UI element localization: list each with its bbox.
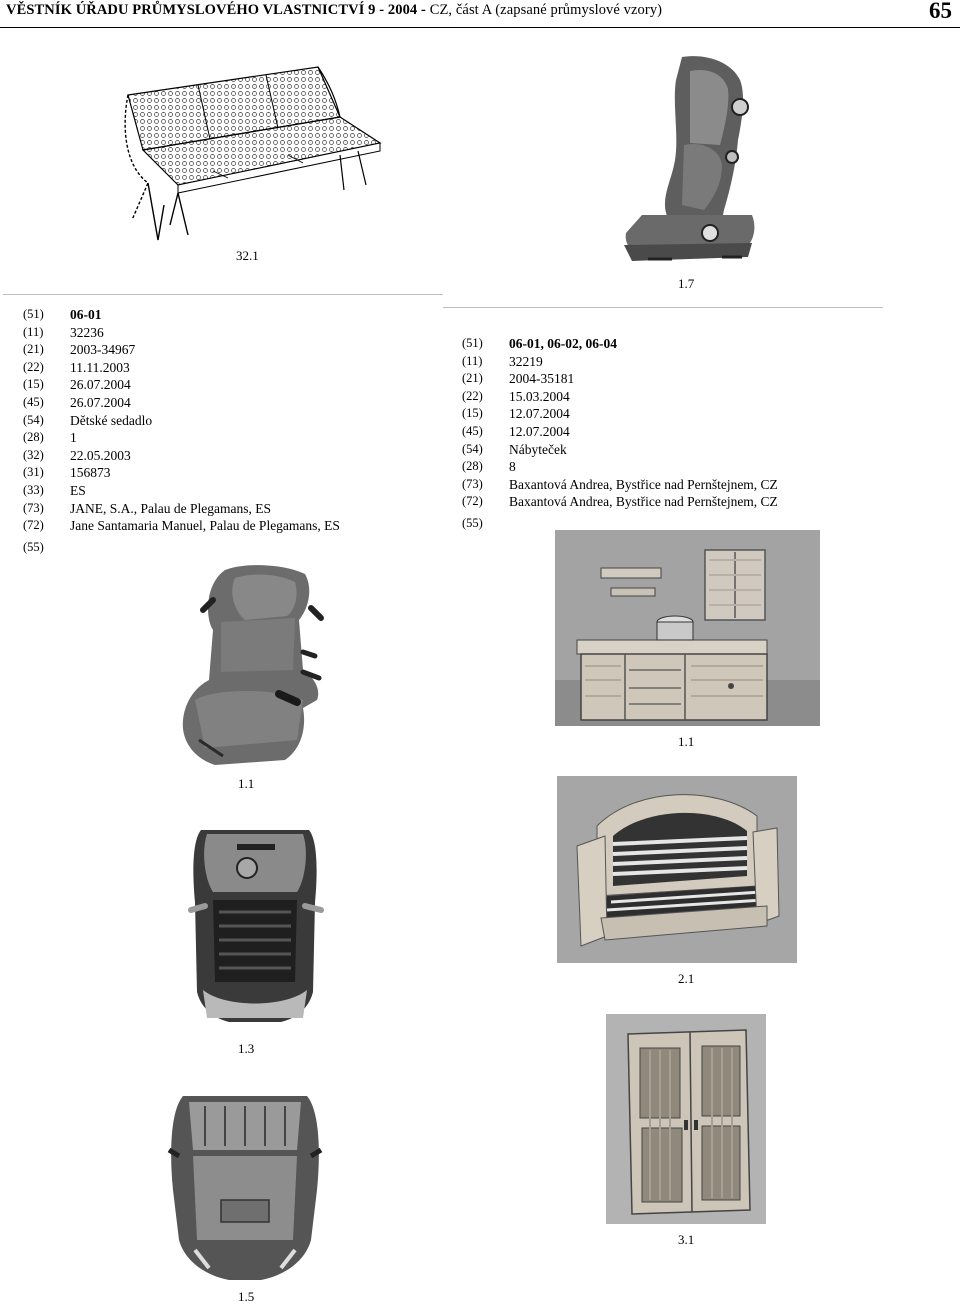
design-record-left: [23, 306, 423, 556]
registration-date: 12.07.2004: [509, 406, 570, 422]
application-number: 2003-34967: [70, 342, 136, 358]
record-row: [23, 341, 423, 359]
figure-label-1-1-left: 1.1: [238, 776, 255, 791]
car-seat-bottom-photo: [165, 1090, 325, 1285]
record-row: [23, 500, 423, 518]
figure-label-2-1: 2.1: [678, 971, 695, 986]
figure-label-1-7: 1.7: [678, 276, 695, 291]
design-title: Nábyteček: [509, 441, 567, 457]
record-row: [462, 388, 892, 406]
filing-date: 15.03.2004: [509, 388, 570, 404]
figure-label-32-1: 32.1: [236, 248, 259, 263]
record-row: [23, 464, 423, 482]
inid-code: (21): [23, 342, 44, 357]
inid-code: (22): [23, 359, 44, 374]
record-row: [23, 539, 423, 557]
record-row: [462, 405, 892, 423]
record-row: [462, 353, 892, 371]
record-row: [462, 335, 892, 353]
journal-title: VĚSTNÍK ÚŘADU PRŮMYSLOVÉHO VLASTNICTVÍ 9 - 2004 -: [6, 2, 426, 18]
inid-code: (15): [462, 406, 483, 421]
record-row: [23, 517, 423, 535]
record-row: [23, 412, 423, 430]
inid-code: (55): [23, 539, 44, 554]
record-row: [23, 429, 423, 447]
inid-code: (11): [23, 324, 44, 339]
inid-code: (51): [462, 336, 483, 350]
inid-code: (54): [462, 441, 483, 456]
record-row: [23, 482, 423, 500]
designer: Jane Santamaria Manuel, Palau de Plegamans, ES: [70, 518, 340, 534]
figure-label-1-1-right: 1.1: [678, 734, 695, 749]
journal-header: [6, 2, 662, 19]
classification-value: 06-01, 06-02, 06-04: [509, 336, 617, 351]
publication-date: 26.07.2004: [70, 394, 131, 410]
designer: Baxantová Andrea, Bystřice nad Pernštejnem, CZ: [509, 494, 778, 510]
car-seat-front-photo: [175, 560, 330, 770]
toy-kitchen-photo: [555, 530, 820, 726]
inid-code: (73): [462, 476, 483, 491]
figure-label-3-1: 3.1: [678, 1232, 695, 1247]
car-seat-side-photo: [612, 45, 760, 275]
priority-country: ES: [70, 482, 86, 498]
inid-code: (31): [23, 465, 44, 480]
inid-code: (55): [462, 515, 483, 530]
record-row: [23, 394, 423, 412]
inid-code: (72): [462, 494, 483, 509]
registration-number: 32236: [70, 324, 104, 340]
record-row: [462, 441, 892, 459]
record-row: [462, 370, 892, 388]
inid-code: (28): [23, 430, 44, 445]
record-row: [23, 324, 423, 342]
record-row: [23, 447, 423, 465]
record-row: [23, 306, 423, 324]
inid-code: (15): [23, 377, 44, 392]
design-title: Dětské sedadlo: [70, 412, 153, 428]
inid-code: (51): [23, 307, 44, 321]
priority-number: 156873: [70, 465, 111, 481]
inid-code: (33): [23, 482, 44, 497]
filing-date: 11.11.2003: [70, 359, 130, 375]
record-row: [462, 493, 892, 511]
design-count: 1: [70, 430, 77, 446]
inid-code: (45): [23, 394, 44, 409]
left-separator: [3, 294, 443, 295]
page-number: 65: [929, 0, 952, 23]
journal-section: CZ, část A (zapsané průmyslové vzory): [429, 2, 663, 18]
right-separator: [443, 307, 883, 308]
inid-code: (54): [23, 412, 44, 427]
inid-code: (21): [462, 371, 483, 386]
record-row: [462, 476, 892, 494]
priority-date: 22.05.2003: [70, 447, 131, 463]
inid-code: (28): [462, 459, 483, 474]
application-number: 2004-35181: [509, 371, 575, 387]
inid-code: (32): [23, 447, 44, 462]
figure-label-1-5: 1.5: [238, 1289, 255, 1304]
owner: Baxantová Andrea, Bystřice nad Pernštejnem, CZ: [509, 476, 778, 492]
inid-code: (73): [23, 500, 44, 515]
toy-sofa-photo: [557, 776, 797, 963]
bench-drawing: [118, 55, 383, 245]
classification-value: 06-01: [70, 307, 102, 322]
record-row: [23, 359, 423, 377]
header-rule: [0, 27, 960, 28]
inid-code: (45): [462, 423, 483, 438]
design-count: 8: [509, 459, 516, 475]
record-row: [462, 423, 892, 441]
registration-number: 32219: [509, 353, 543, 369]
owner: JANE, S.A., Palau de Plegamans, ES: [70, 500, 271, 516]
inid-code: (72): [23, 518, 44, 533]
inid-code: (11): [462, 353, 483, 368]
figure-label-1-3: 1.3: [238, 1041, 255, 1056]
record-row: [462, 458, 892, 476]
toy-wardrobe-photo: [606, 1014, 766, 1224]
registration-date: 26.07.2004: [70, 377, 131, 393]
publication-date: 12.07.2004: [509, 423, 570, 439]
inid-code: (22): [462, 388, 483, 403]
car-seat-back-photo: [185, 822, 325, 1032]
record-row: [23, 376, 423, 394]
design-record-right: [462, 335, 892, 533]
